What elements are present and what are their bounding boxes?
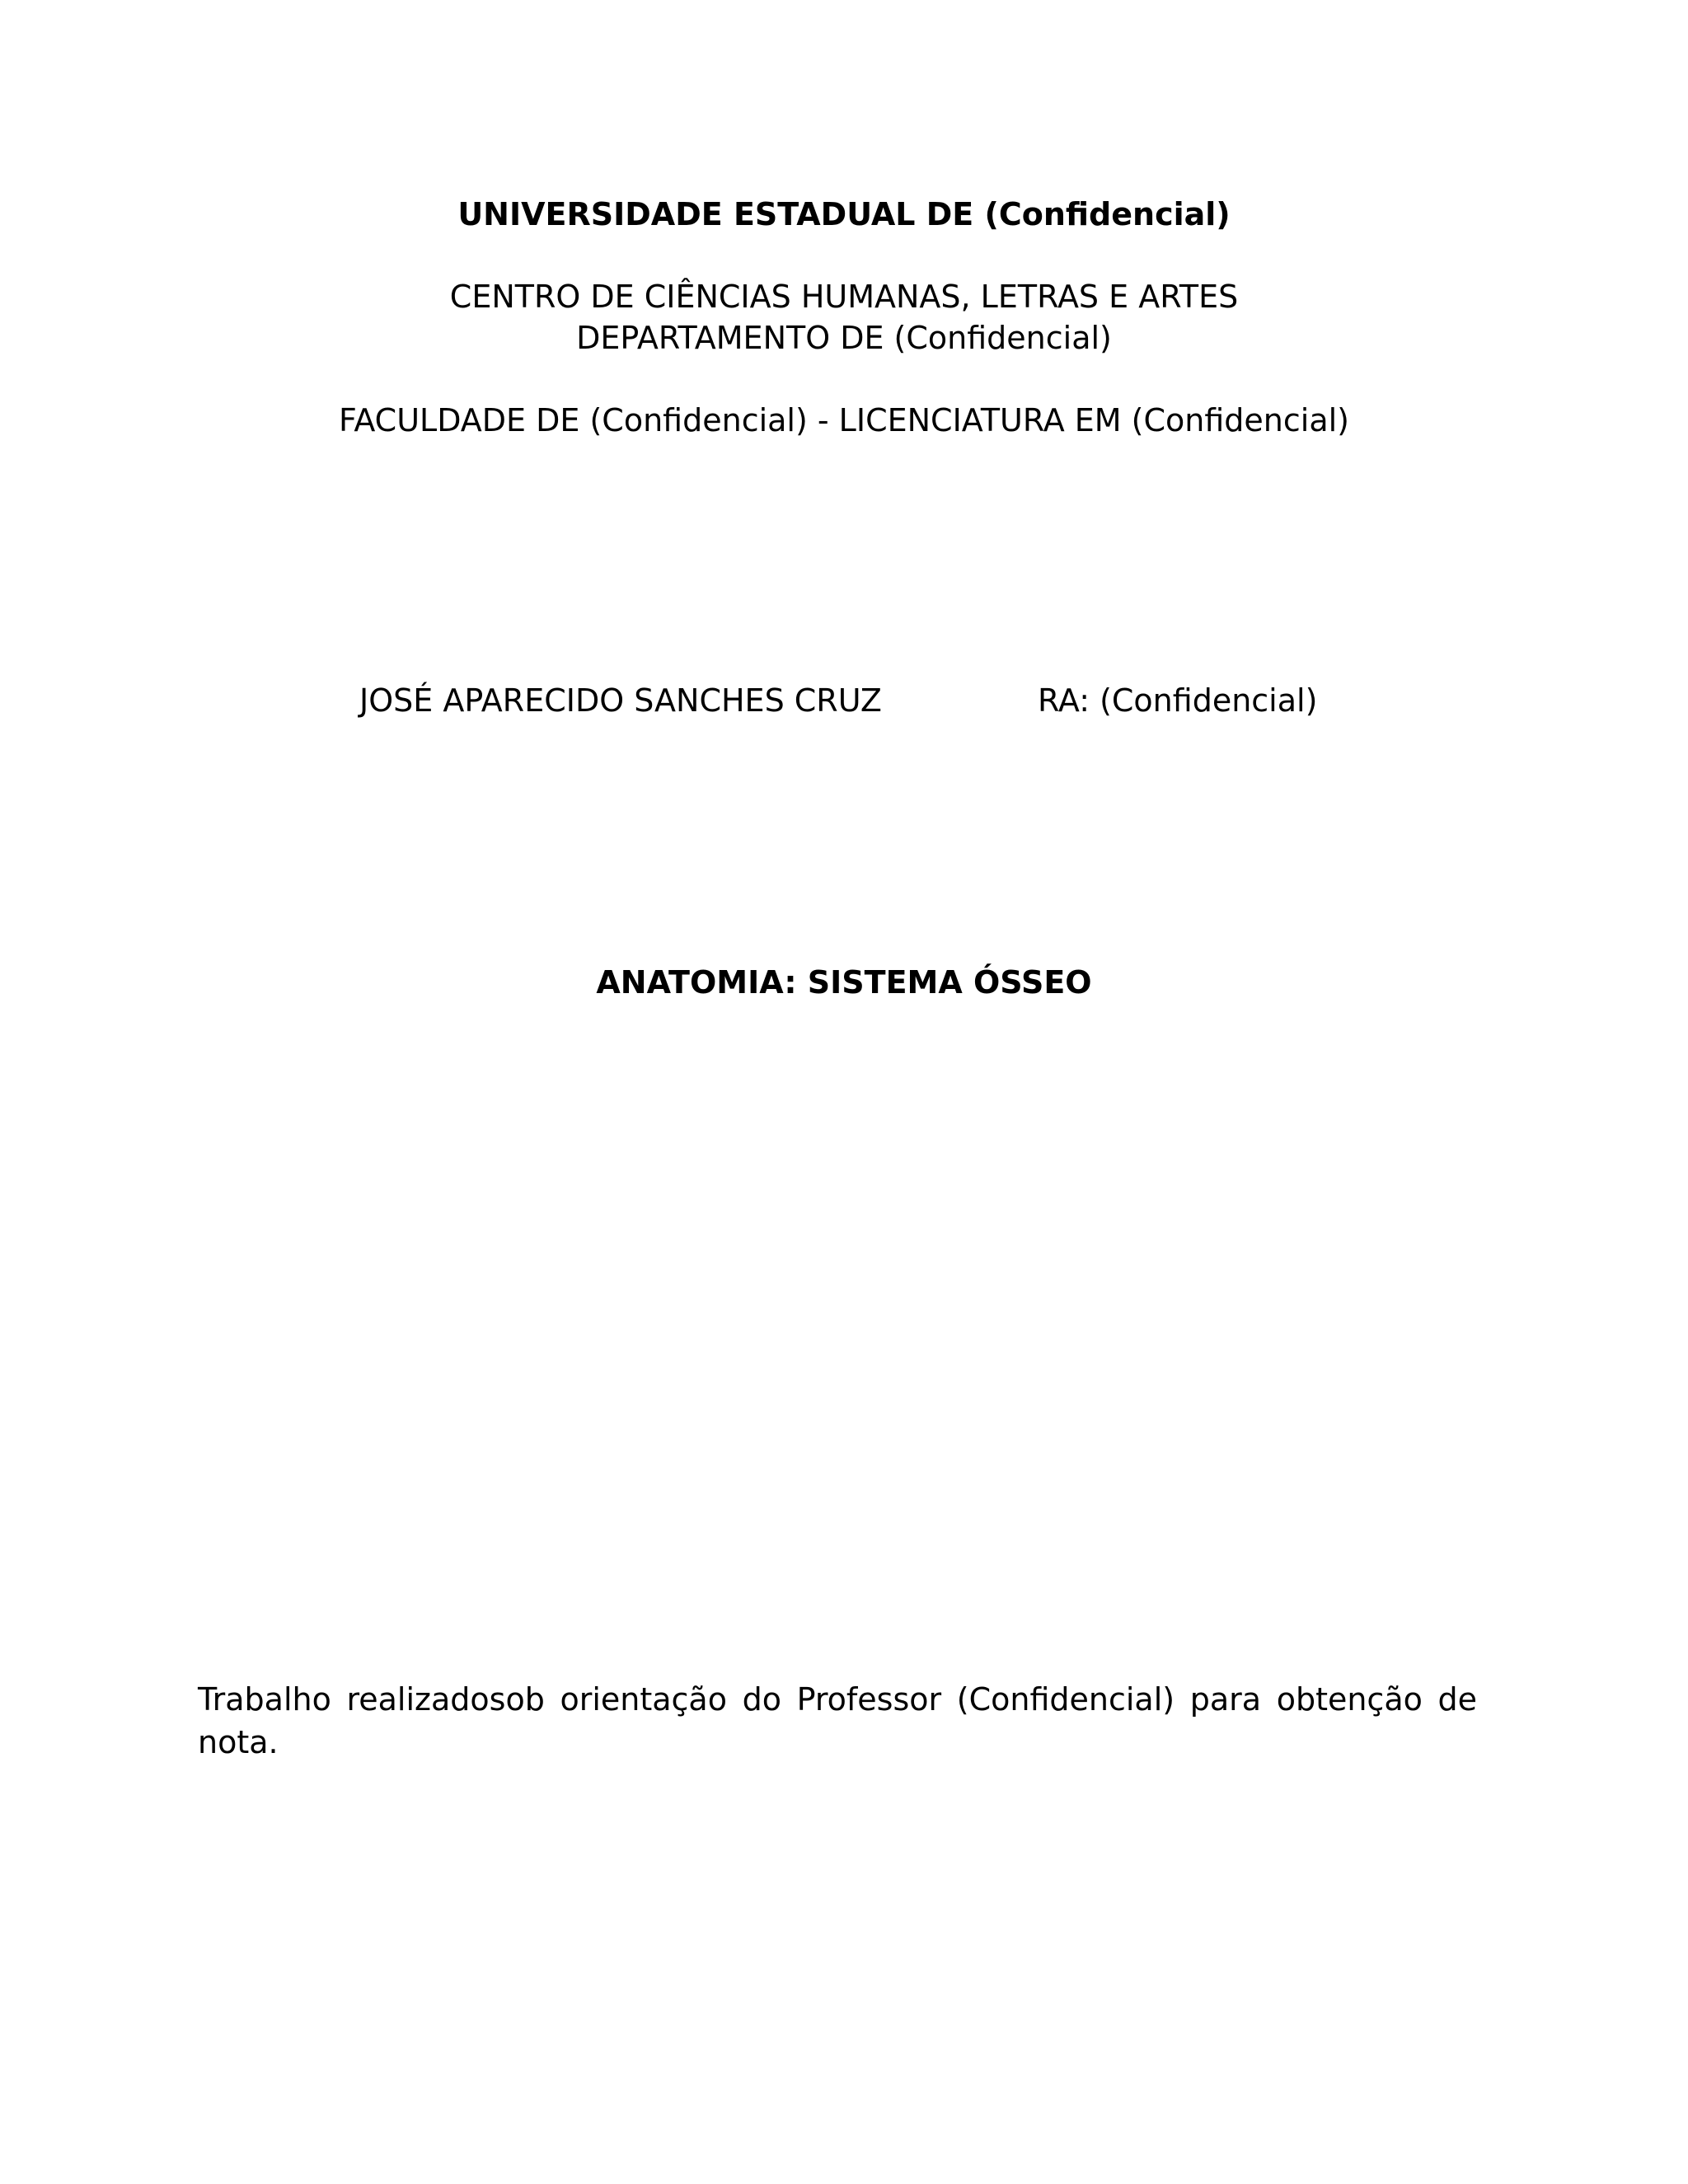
student-registration-number: RA: (Confidencial) bbox=[1038, 682, 1318, 719]
document-title: ANATOMIA: SISTEMA ÓSSEO bbox=[596, 964, 1092, 1001]
academic-center-label: CENTRO DE CIÊNCIAS HUMANAS, LETRAS E ARTES bbox=[449, 279, 1239, 315]
faculty-course-label: FACULDADE DE (Confidencial) - LICENCIATURA EM (Confidencial) bbox=[338, 402, 1349, 438]
student-information-row bbox=[0, 679, 1688, 722]
work-orientation-note: Trabalho realizadosob orientação do Professor (Confidencial) para obtenção de nota. bbox=[198, 1681, 1477, 1760]
department-label: DEPARTAMENTO DE (Confidencial) bbox=[576, 320, 1112, 356]
university-heading: UNIVERSIDADE ESTADUAL DE (Confidencial) bbox=[457, 196, 1231, 232]
student-name: JOSÉ APARECIDO SANCHES CRUZ bbox=[359, 682, 882, 719]
